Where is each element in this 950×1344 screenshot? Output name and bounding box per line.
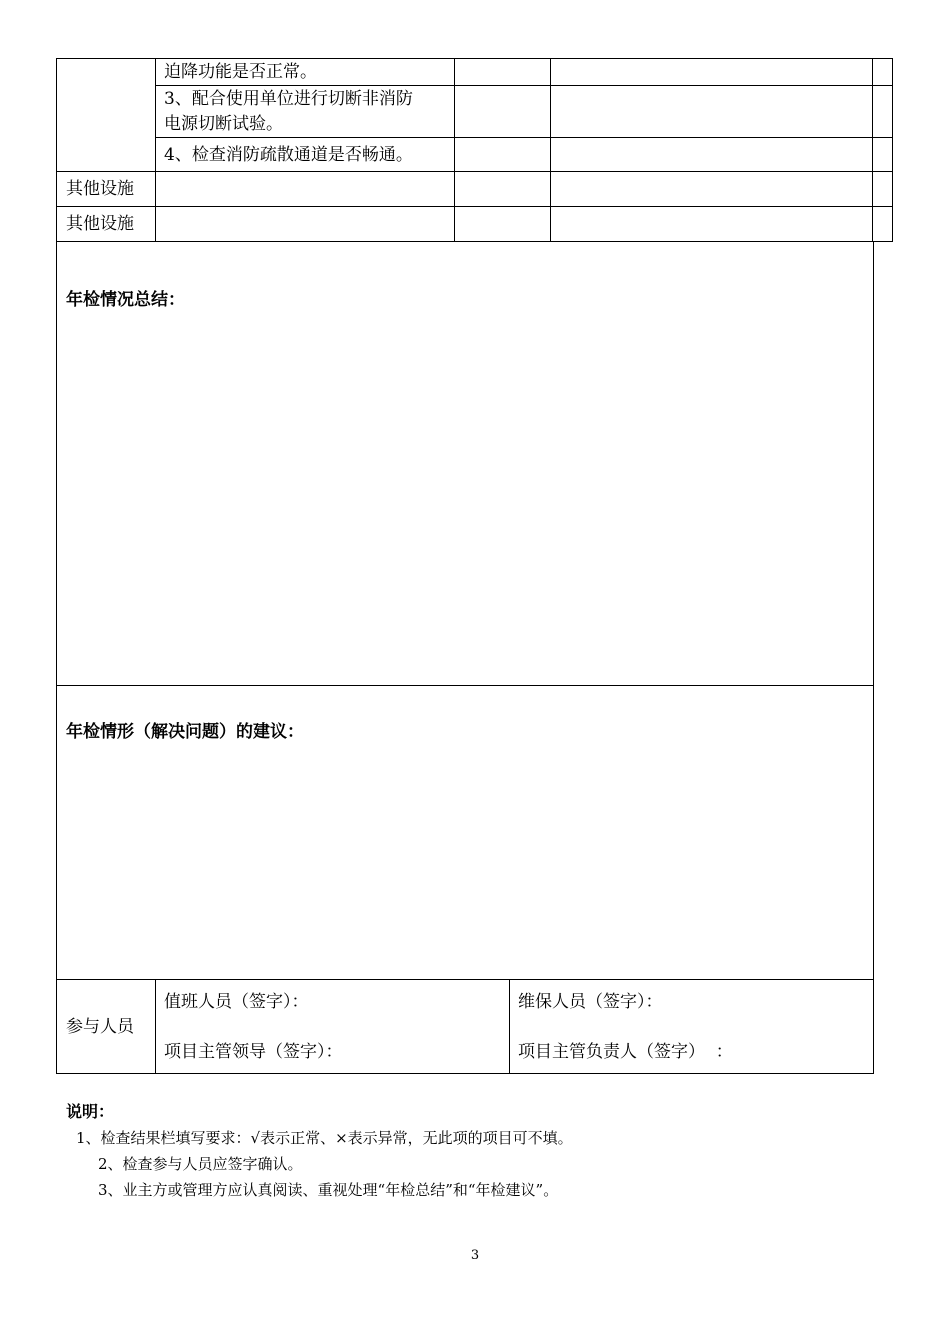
notes-line-2: 2、检查参与人员应签字确认。 <box>98 1155 303 1173</box>
table-row-3-remark <box>550 137 873 172</box>
table-row-2-text-line1: 3、配合使用单位进行切断非消防 <box>164 89 413 109</box>
table-row-5-text: 其他设施 <box>66 214 134 234</box>
notes-line-3: 3、业主方或管理方应认真阅读、重视处理“年检总结”和“年检建议”。 <box>98 1181 559 1199</box>
maintenance-staff-signature: 维保人员（签字）： <box>518 992 663 1012</box>
summary-label: 年检情况总结： <box>66 290 185 310</box>
table-row-1-remark <box>550 58 873 86</box>
table-row-1-text: 迫降功能是否正常。 <box>164 62 317 82</box>
table-row-4-remark <box>550 171 873 207</box>
table-row-3-text: 4、检查消防疏散通道是否畅通。 <box>164 145 413 165</box>
table-row-5-item <box>155 206 455 242</box>
table-row-4-item <box>155 171 455 207</box>
table-row-1-result <box>454 58 551 86</box>
table-row-5-remark <box>550 206 873 242</box>
table-row-5-result <box>454 206 551 242</box>
table-row-4-result <box>454 171 551 207</box>
table-cell-merged-category <box>56 58 156 172</box>
table-row-2-result <box>454 85 551 138</box>
table-row-1-extra <box>872 58 893 86</box>
page-number: 3 <box>470 1248 480 1263</box>
table-row-4-extra <box>872 171 893 207</box>
participants-label: 参与人员 <box>66 1017 134 1037</box>
table-row-4-text: 其他设施 <box>66 179 134 199</box>
project-manager-signature: 项目主管负责人（签字） ： <box>518 1042 733 1062</box>
notes-line-1: 1、检查结果栏填写要求：√表示正常、×表示异常，无此项的项目可不填。 <box>76 1129 573 1147</box>
table-row-2-text-line2: 电源切断试验。 <box>164 114 283 134</box>
table-row-2-extra <box>872 85 893 138</box>
suggestion-label: 年检情形（解决问题）的建议： <box>66 722 304 742</box>
duty-staff-signature: 值班人员（签字）： <box>164 992 309 1012</box>
project-leader-signature: 项目主管领导（签字）： <box>164 1042 343 1062</box>
table-row-3-extra <box>872 137 893 172</box>
table-row-3-result <box>454 137 551 172</box>
table-row-2-remark <box>550 85 873 138</box>
notes-title: 说明： <box>66 1102 115 1121</box>
table-row-5-extra <box>872 206 893 242</box>
